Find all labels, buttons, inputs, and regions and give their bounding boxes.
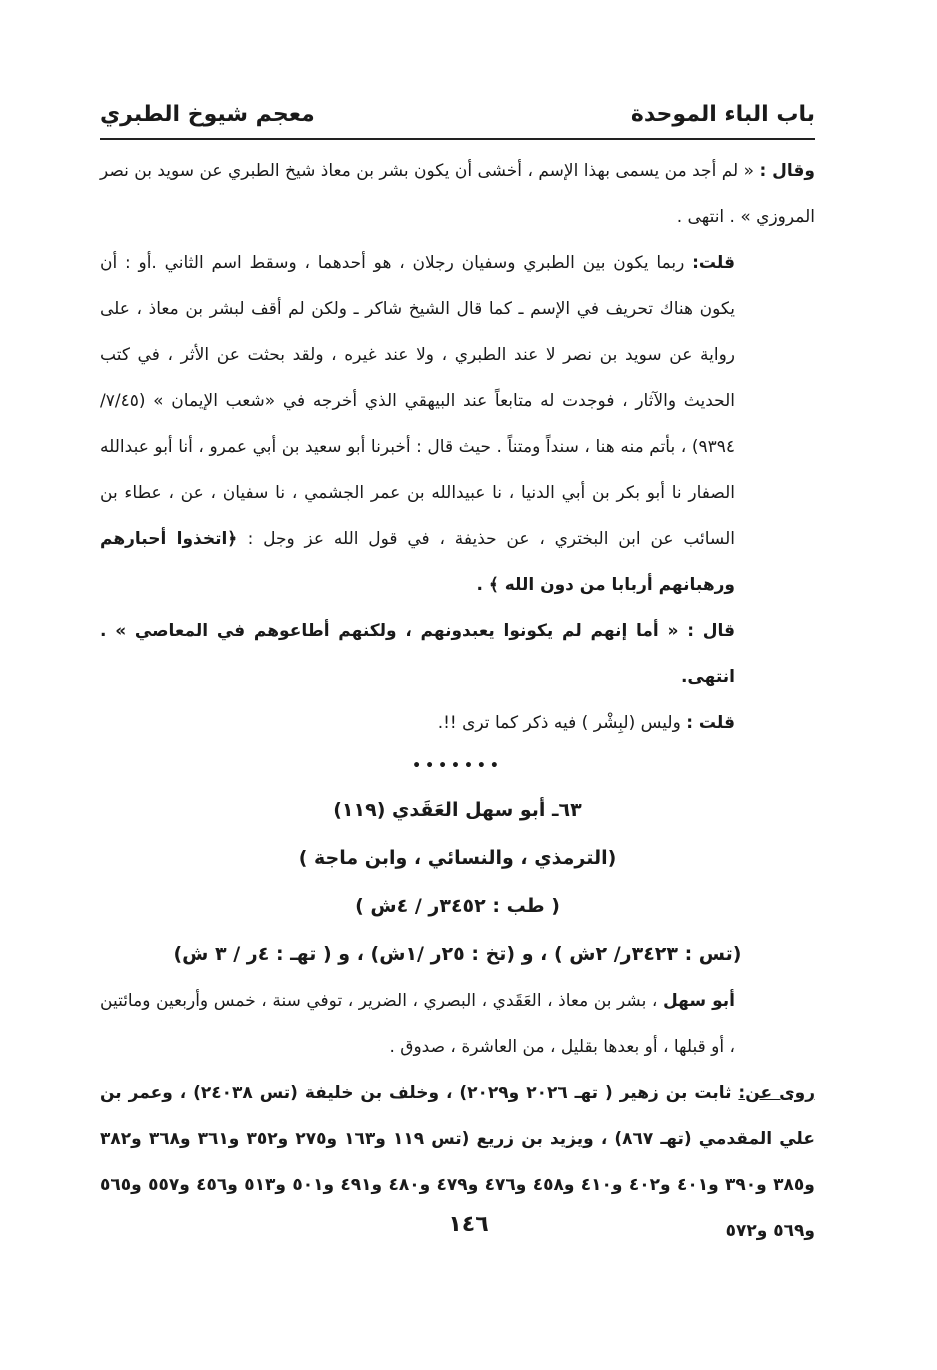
paragraph-lead: قلت: [692,253,735,273]
paragraph-1 [100,148,815,240]
paragraph-lead: قلت : [686,713,735,733]
paragraph-text: « لم أجد من يسمى بهذا الإسم ، أخشى أن يكون بشر بن معاذ شيخ الطبري عن سويد بن نصر المروزي » . انتهى . [100,161,815,227]
paragraph-lead: قال : [687,621,736,641]
bio-text: ، بشر بن معاذ ، العَقَدي ، البصري ، الضرير ، توفي سنة ، خمس وأربعين ومائتين ، أو قبلها ، أو بعدها بقليل ، من العاشرة ، صدوق . [100,991,735,1057]
quran-verse: ﴿اتخذوا أحبارهم ورهبانهم أربابا من دون الله ﴾ . [100,529,735,595]
bio-lead: أبو سهل [662,991,735,1011]
narrated-lead: روى عن: [738,1083,815,1103]
paragraph-text: ربما يكون بين الطبري وسفيان رجلان ، هو أحدهما ، وسقط اسم الثاني .أو : أن يكون هناك تحريف في الإسم ـ كما قال الشيخ شاكر ـ ولكن لم أقف لبشر بن معاذ ، على رواية عن سويد بن نصر لا عند الطبري ، ولا عند غيره ، ولقد بحثت عن الأثر ، في كتب الحديث والآثار ، فوجدت له متابعاً عند البيهقي الذي أخرجه في «شعب الإيمان » (٧/٤٥/ ٩٣٩٤) ، بأتم منه هنا ، سنداً ومتناً . حيث قال : أخبرنا أبو سعيد بن أبي عمرو ، أنا أبو عبدالله الصفار نا أبو بكر بن أبي الدنيا ، نا عبيدالله بن عمر الجشمي ، نا سفيان ، عن ، عطاء بن السائب عن ابن البختري ، عن حذيفة ، في قول الله عز وجل : [100,253,735,549]
page-number: ١٤٦ [448,1212,489,1237]
entry-refs: (تس : ٣٤٢٣ر/ ٢ش ) ، و (تخ : ٢٥ر /١ش) ، و ( تهـ : ٤ر / ٣ ش) [173,943,742,965]
chapter-title: باب الباء الموحدة [630,101,815,127]
paragraph-2 [100,240,815,608]
paragraph-text: وليس (لبِشْر ) فيه ذكر كما ترى !!. [437,713,687,733]
bio-paragraph [100,978,815,1070]
separator: ••••••• [412,758,503,774]
paragraph-4 [100,700,815,746]
narrated-text: ثابت بن زهير ( تهـ ٢٠٢٦ و٢٠٢٩) ، وخلف بن خليفة (تس ٢٤٠٣٨) ، وعمر بن علي المقدمي (تهـ ٨٦٧) ، ويزيد بن زريع (تس ١١٩ و١٦٣ و٢٧٥ و٣٥٢ و٣٦١ و٣٦٨ و٣٨٢ و٣٨٥ و٣٩٠ و٤٠١ و٤٠٢ و٤١٠ و٤٥٨ و٤٧٦ و٤٧٩ و٤٨٠ و٤٩١ و٥٠١ و٥١٣ و٤٥٦ و٥٥٧ و٥٦٥ و٥٦٩ و٥٧٢ [100,1083,815,1241]
entry-tabari-ref: ( طب : ٣٤٥٢ر / ٤ش ) [355,895,560,917]
paragraph-text: « أما إنهم لم يكونوا يعبدونهم ، ولكنهم أطاعوهم في المعاصي » . انتهى. [100,621,735,687]
header-rule [100,138,815,140]
paragraph-lead: وقال : [759,161,815,181]
entry-sources: (الترمذي ، والنسائي ، وابن ماجة ) [298,847,617,869]
running-header [100,92,815,136]
paragraph-3 [100,608,815,700]
entry-title: ٦٣ـ أبو سهل العَقَدي (١١٩) [333,799,582,821]
page-body [100,148,815,1254]
book-title: معجم شيوخ الطبري [100,101,315,127]
